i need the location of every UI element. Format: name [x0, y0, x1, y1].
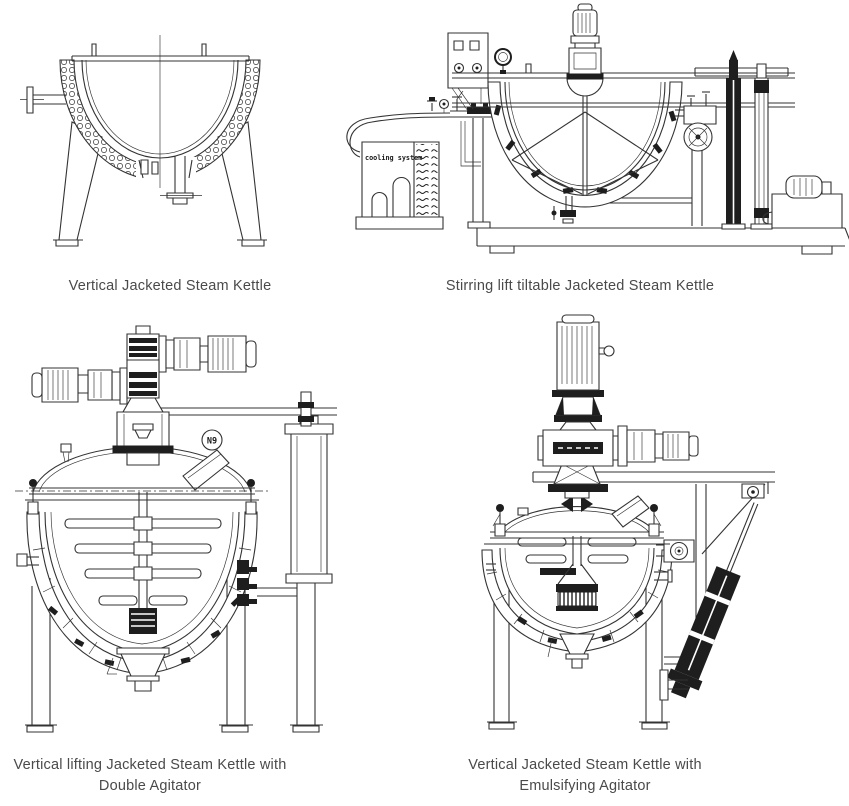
right-gearmotor [159, 336, 256, 372]
caption-line-2: Double Agitator [98, 778, 202, 794]
left-gearmotor [32, 368, 127, 404]
double-agitator-drawing [5, 320, 350, 750]
vertical-kettle-drawing [20, 10, 320, 265]
cooling-system-label: cooling system [365, 154, 423, 162]
side-gearmotor [618, 426, 698, 466]
hydraulic-pump [763, 176, 842, 228]
nozzle-label: N9 [206, 436, 218, 447]
control-panel [448, 33, 488, 111]
caption-vertical-kettle: Vertical Jacketed Steam Kettle [68, 278, 272, 294]
figure-double-agitator-kettle [5, 320, 350, 750]
figure-emulsifying-kettle [430, 312, 790, 757]
kettle-rim [72, 44, 249, 61]
emulsifier-drive [538, 315, 698, 492]
caption-line-1: Vertical lifting Jacketed Steam Kettle with [13, 757, 287, 773]
tilt-handwheel [675, 92, 716, 226]
caption-line-1: Vertical Jacketed Steam Kettle with [468, 757, 702, 773]
emulsifying-kettle-drawing [430, 312, 790, 757]
cooling-system-unit [347, 113, 450, 229]
caption-double-agitator-kettle [0, 755, 300, 797]
caption-line-2: Emulsifying Agitator [519, 778, 651, 794]
dome-lid [484, 490, 670, 544]
tiltable-kettle-drawing [340, 0, 849, 260]
side-nozzle-flange [20, 87, 66, 113]
emulsifier-motor [552, 315, 614, 397]
figure-tiltable-kettle [340, 0, 849, 260]
caption-emulsifying-kettle [435, 755, 735, 797]
figure-vertical-kettle [20, 10, 320, 265]
pressure-gauge [495, 49, 511, 74]
hydraulic-tilt-cylinder [663, 497, 772, 702]
agitator-motor [567, 4, 603, 79]
tilting-bowl [488, 82, 682, 207]
caption-tiltable-kettle: Stirring lift tiltable Jacketed Steam Kettle [445, 278, 715, 294]
